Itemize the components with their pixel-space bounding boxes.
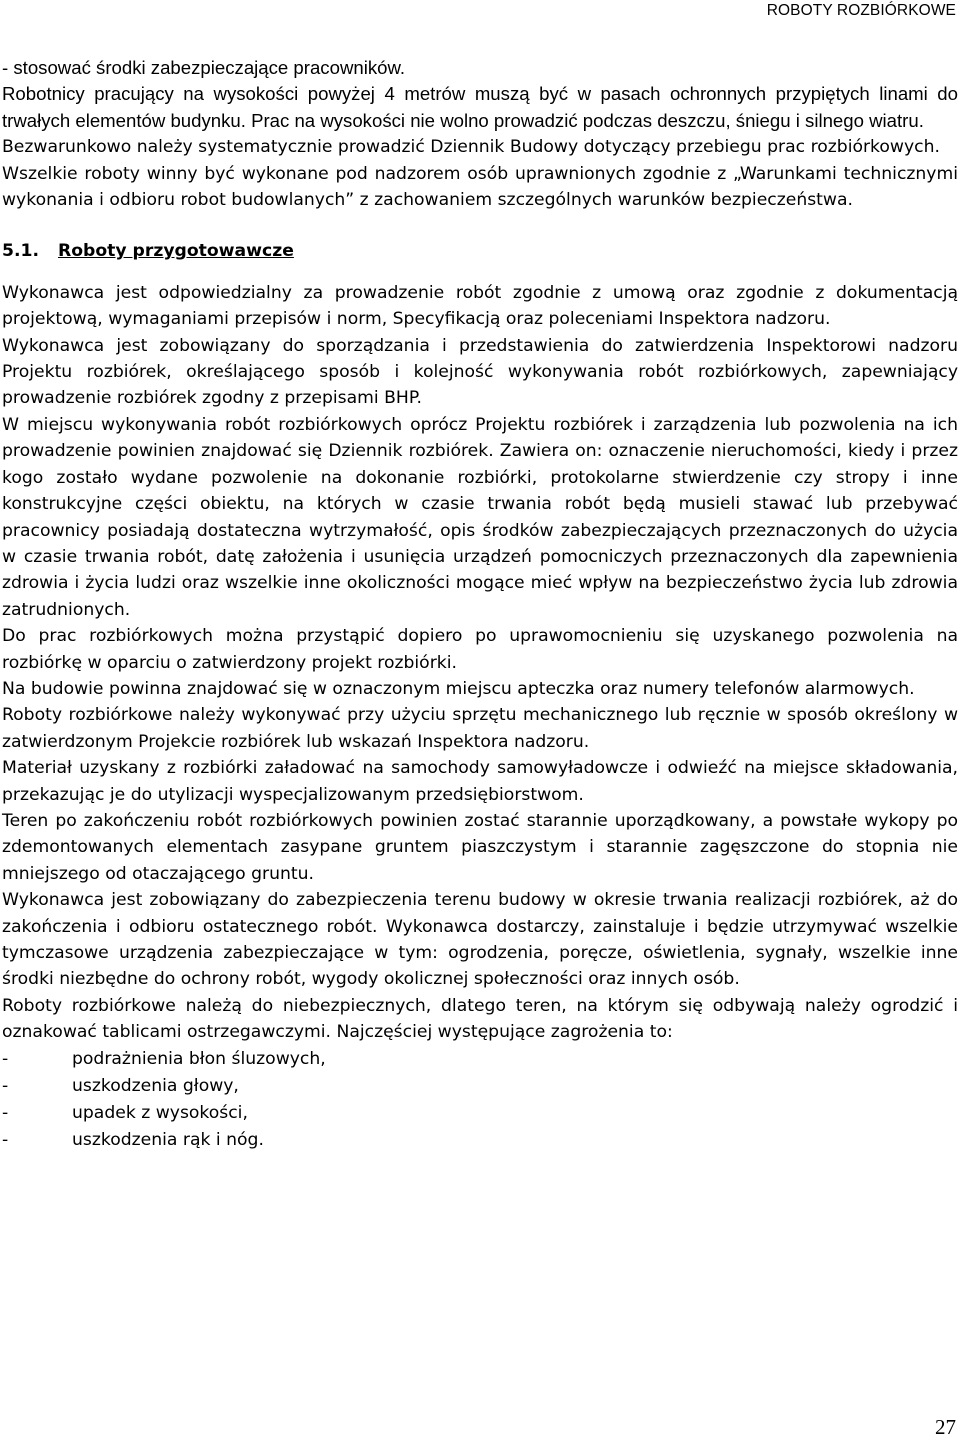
list-dash: - [2, 1102, 9, 1123]
running-header: ROBOTY ROZBIÓRKOWE [766, 2, 956, 19]
page-number: 27 [935, 1415, 956, 1439]
site-diary-paragraph: Bezwarunkowo należy systematycznie prowadzić Dziennik Budowy dotyczący przebiegu prac rozbiórkowych. [2, 137, 940, 158]
section-number: 5.1. [2, 241, 39, 262]
section-paragraph: Na budowie powinna znajdować się w oznaczonym miejscu apteczka oraz numery telefonów alarmowych. [2, 678, 915, 699]
supervision-paragraph: Wszelkie roboty winny być wykonane pod nadzorem osób uprawnionych zgodnie z „Warunkami technicznymi wykonania i odbioru robot budowlanych” z zachowaniem szczególnych warunków bezpieczeństwa. [2, 163, 958, 211]
hazard-list [2, 1046, 958, 1154]
list-item [2, 1073, 958, 1100]
hazard-text: upadek z wysokości, [72, 1102, 248, 1123]
section-paragraph: Roboty rozbiórkowe należy wykonywać przy użyciu sprzętu mechanicznego lub ręcznie w sposób określony w zatwierdzonym Projekcie rozbiórek lub wskazań Inspektora nadzoru. [2, 705, 958, 752]
section-paragraph: Wykonawca jest odpowiedzialny za prowadzenie robót zgodnie z umową oraz zgodnie z dokumentacją projektową, wymaganiami przepisów i norm, Specyfikacją oraz poleceniami Inspektora nadzoru. [2, 282, 958, 330]
list-item [2, 1100, 958, 1127]
section-paragraph: Teren po zakończeniu robót rozbiórkowych powinien zostać starannie uporządkowany, a powstałe wykopy po zdemontowanych elementach zasypane gruntem piaszczystym i starannie zagęszczone do stopnia nie mniejszego od otaczającego gruntu. [2, 810, 958, 884]
hazard-text: uszkodzenia głowy, [72, 1075, 239, 1096]
section-paragraph: W miejscu wykonywania robót rozbiórkowych oprócz Projektu rozbiórek i zarządzenia lub pozwolenia na ich prowadzenie powinien znajdować się Dziennik rozbiórek. Zawiera on: oznaczenie nieruchomości, kiedy i przez kogo zostało wydane pozwolenie na dokonanie rozbiórki, protokolarne stwierdzenie czy stropy i inne konstrukcyjne części obiektu, na których w czasie trwania robót będą musieli stawać lub przebywać pracownicy posiadają dostateczna wytrzymałość, opis środków zabezpieczających przeznaczonych do użycia w czasie trwania robót, datę założenia i usunięcia urządzeń pomocniczych przeznaczonych dla zapewnienia zdrowia i życia ludzi oraz wszelkie inne okoliczności mogące mieć wpływ na bezpieczeństwo życia lub zdrowia zatrudnionych. [2, 414, 958, 620]
hazard-text: podrażnienia błon śluzowych, [72, 1048, 326, 1069]
document-body [2, 55, 958, 1154]
section-paragraph: Wykonawca jest zobowiązany do zabezpieczenia terenu budowy w okresie trwania realizacji rozbiórek, aż do zakończenia i odbioru ostatecznego robót. Wykonawca dostarczy, zainstaluje i będzie utrzymywać wszelkie tymczasowe urządzenia zabezpieczające w tym: ogrodzenia, poręcze, oświetlenia, sygnały, wszelkie inne środki niezbędne do ochrony robót, wygody okolicznej społeczności oraz innych osób. [2, 890, 958, 990]
section-paragraph: Do prac rozbiórkowych można przystąpić dopiero po uprawomocnieniu się uzyskanego pozwolenia na rozbiórkę w oparciu o zatwierdzony projekt rozbiórki. [2, 626, 958, 673]
protective-measures-line: - stosować środki zabezpieczające pracowników. [2, 57, 406, 78]
hazard-text: uszkodzenia rąk i nóg. [72, 1129, 264, 1150]
list-item [2, 1046, 958, 1073]
section-paragraph: Materiał uzyskany z rozbiórki załadować na samochody samowyładowcze i odwieźć na miejsce składowania, przekazując je do utylizacji wyspecjalizowanym przedsiębiorstwom. [2, 758, 958, 805]
section-paragraph: Roboty rozbiórkowe należą do niebezpiecznych, dlatego teren, na którym się odbywają należy ogrodzić i oznakować tablicami ostrzegawczymi. Najczęściej występujące zagrożenia to: [2, 995, 958, 1043]
list-dash: - [2, 1129, 9, 1150]
section-heading [2, 238, 958, 264]
height-work-paragraph: Robotnicy pracujący na wysokości powyżej 4 metrów muszą być w pasach ochronnych przypiętych linami do trwałych elementów budynku. Prac na wysokości nie wolno prowadzić podczas deszczu, śniegu i silnego wiatru. [2, 83, 958, 131]
list-item [2, 1127, 958, 1154]
section-title: Roboty przygotowawcze [58, 241, 294, 262]
list-dash: - [2, 1075, 9, 1096]
section-paragraph: Wykonawca jest zobowiązany do sporządzania i przedstawienia do zatwierdzenia Inspektorowi nadzoru Projektu rozbiórek, określającego sposób i kolejność wykonywania robót rozbiórkowych, zapewniający prowadzenie rozbiórek zgodny z przepisami BHP. [2, 335, 958, 409]
list-dash: - [2, 1048, 9, 1069]
